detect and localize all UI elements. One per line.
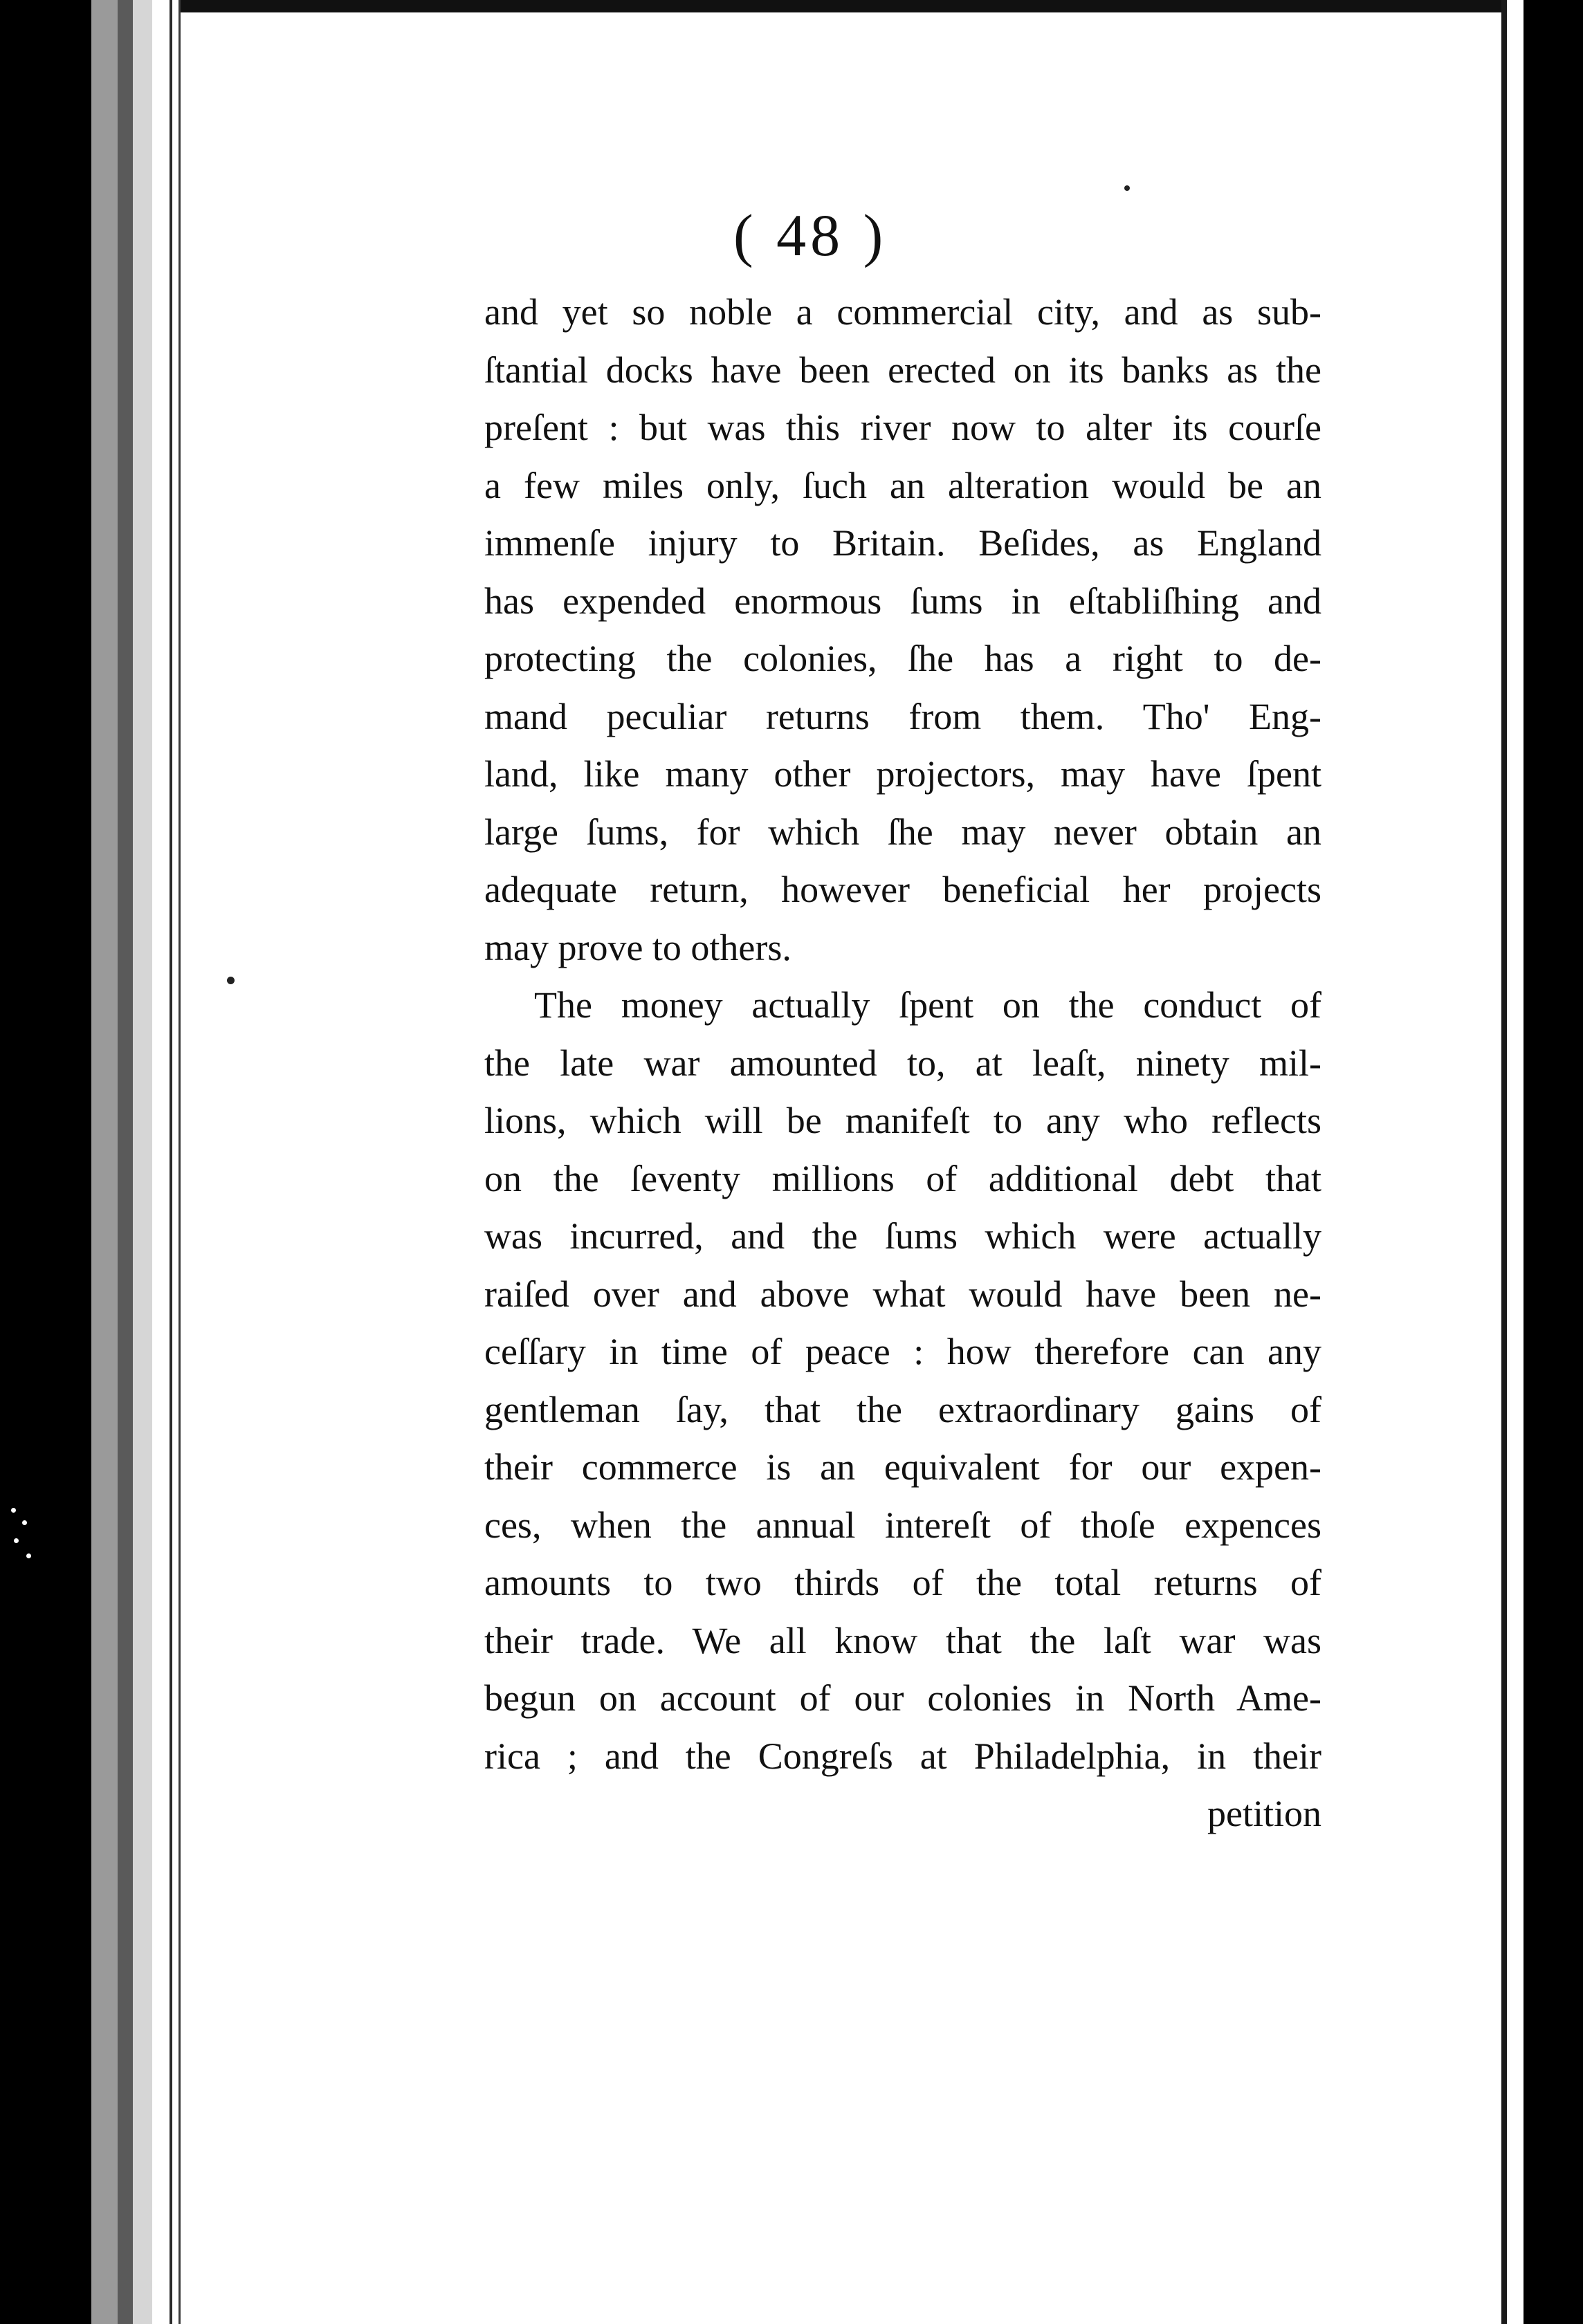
text-line: ſtantial docks have been erected on its banks as the — [484, 349, 1321, 391]
text-line: has expended enormous ſums in eſtabliſhing and — [484, 580, 1321, 622]
text-line: their trade. We all know that the laſt war was — [484, 1619, 1321, 1661]
ink-speck — [1124, 185, 1130, 191]
margin-specks — [8, 1508, 36, 1570]
page-edge-highlight — [133, 0, 152, 2324]
gutter-line — [170, 0, 172, 2324]
right-page-edge — [1501, 0, 1507, 2324]
text-line: protecting the colonies, ſhe has a right to de- — [484, 638, 1321, 679]
catchword: petition — [1207, 1793, 1321, 1834]
text-line: ces, when the annual intereſt of thoſe expences — [484, 1504, 1321, 1546]
text-line: rica ; and the Congreſs at Philadelphia, in their — [484, 1735, 1321, 1777]
text-line: The money actually ſpent on the conduct of — [534, 984, 1321, 1026]
ink-speck — [227, 977, 235, 984]
page-number: ( 48 ) — [733, 202, 888, 268]
text-line: begun on account of our colonies in North Ame- — [484, 1677, 1321, 1719]
body-text — [484, 284, 1321, 1843]
page-edge-shadow-dark — [118, 0, 133, 2324]
text-line: lions, which will be manifeſt to any who reflects — [484, 1100, 1321, 1141]
text-line: ceſſary in time of peace : how therefore can any — [484, 1331, 1321, 1372]
text-line: raiſed over and above what would have been ne- — [484, 1273, 1321, 1315]
text-line: preſent : but was this river now to alter its courſe — [484, 407, 1321, 448]
text-line: a few miles only, ſuch an alteration would be an — [484, 464, 1321, 506]
text-line: immenſe injury to Britain. Beſides, as England — [484, 522, 1321, 564]
top-scan-shadow — [181, 0, 1501, 12]
text-line: gentleman ſay, that the extraordinary gains of — [484, 1388, 1321, 1430]
text-line: adequate return, however beneficial her projects — [484, 869, 1321, 910]
text-line: land, like many other projectors, may have ſpent — [484, 753, 1321, 795]
page-edge-shadow — [91, 0, 118, 2324]
text-line: was incurred, and the ſums which were actually — [484, 1215, 1321, 1257]
text-line: large ſums, for which ſhe may never obtain an — [484, 811, 1321, 853]
text-line: may prove to others. — [484, 926, 792, 968]
text-line: their commerce is an equivalent for our expen- — [484, 1446, 1321, 1488]
text-line: and yet so noble a commercial city, and as sub- — [484, 291, 1321, 333]
text-line: amounts to two thirds of the total returns of — [484, 1562, 1321, 1603]
text-line: on the ſeventy millions of additional debt that — [484, 1157, 1321, 1199]
text-line: the late war amounted to, at leaſt, ninety mil- — [484, 1042, 1321, 1084]
text-line: mand peculiar returns from them. Tho' Eng- — [484, 695, 1321, 737]
gutter-line-secondary — [179, 0, 181, 2324]
